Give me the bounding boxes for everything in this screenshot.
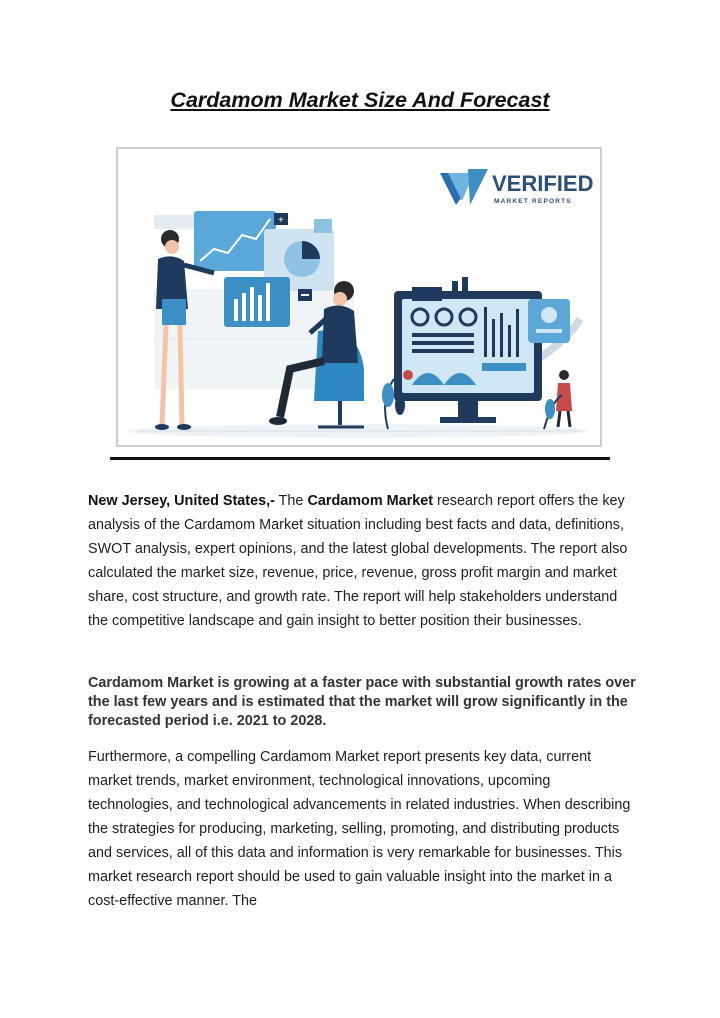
intro-text: research report offers the key analysis of the Cardamom Market situation including best facts and data, definitions, SWOT analysis, expert opinions, and the latest global developments. The report also calculated the market size, revenue, price, revenue, gross profit margin and market share, cost structure, and growth rate. The report will help stakeholders understand the competitive landscape and gain insight to better position their businesses. <box>88 493 628 629</box>
market-name: Cardamom Market <box>307 493 434 509</box>
verified-logo-icon <box>440 169 488 205</box>
growth-paragraph: Cardamom Market is growing at a faster pace with substantial growth rates over the last few years and is estimated that the market will grow significantly in the forecasted period i.e. 2021 to 2028. <box>88 675 636 729</box>
logo-brand: VERIFIED <box>492 171 594 196</box>
hero-illustration <box>116 147 602 447</box>
svg-text:+: + <box>278 215 284 226</box>
location-label: New Jersey, United States,- <box>88 493 275 509</box>
intro-paragraph <box>88 489 636 633</box>
logo-tagline: MARKET REPORTS <box>494 198 572 205</box>
analytics-illustration <box>118 149 600 445</box>
section-divider <box>110 457 610 460</box>
document-title: Cardamom Market Size And Forecast <box>170 88 550 112</box>
details-paragraph: Furthermore, a compelling Cardamom Market report presents key data, current market trends, market environment, technological innovations, upcoming technologies, and technological advancements in related industries. When describing the strategies for producing, marketing, selling, promoting, and distributing products and services, all of this data and information is very remarkable for businesses. This market research report should be used to gain valuable insight into the market in a cost-effective manner. The <box>88 749 631 909</box>
intro-lead: The <box>278 493 304 509</box>
